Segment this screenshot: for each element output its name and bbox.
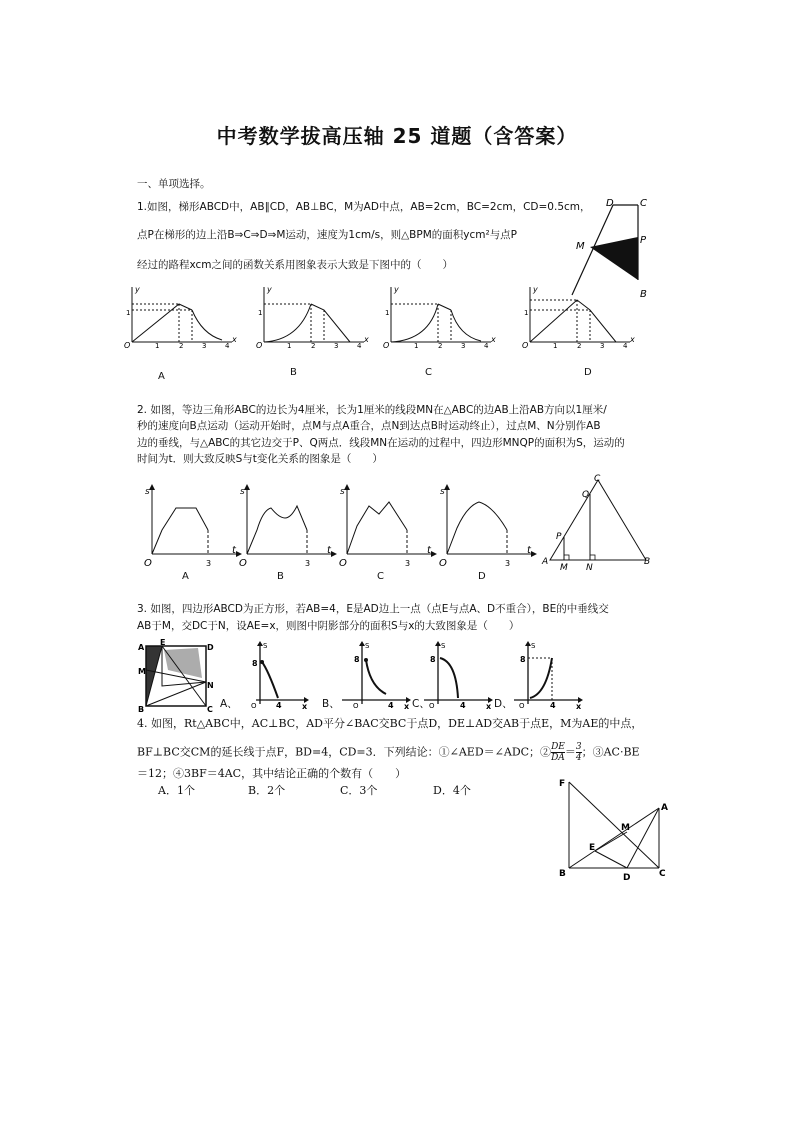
q4-triangle-figure (555, 770, 680, 882)
svg-text:y: y (267, 285, 272, 294)
svg-text:x: x (486, 702, 492, 711)
svg-text:8: 8 (252, 659, 258, 668)
svg-text:O: O (144, 558, 152, 569)
svg-text:N: N (586, 563, 593, 573)
svg-text:O: O (124, 341, 131, 350)
svg-text:t: t (232, 545, 236, 556)
q1-graph-a (122, 284, 237, 349)
svg-text:x: x (364, 335, 369, 344)
svg-text:C: C (594, 474, 601, 484)
svg-text:A: A (542, 557, 549, 567)
q4-fraction-de-da: $\frac{DE}{DA}$ (551, 742, 565, 763)
svg-text:x: x (630, 335, 635, 344)
q2-graph-b (235, 482, 335, 572)
svg-text:O: O (339, 558, 347, 569)
q3-graph-b (338, 640, 410, 710)
q1-option-b: B (290, 367, 297, 378)
svg-text:1: 1 (287, 342, 292, 350)
svg-text:S: S (531, 642, 536, 650)
svg-text:y: y (394, 285, 399, 294)
q2-text-line3: 边的垂线，与△ABC的其它边交于P、Q两点．线段MN在运动的过程中，四边形MNQP的面积为S，运动的 (137, 437, 625, 449)
q4-choice-d: D．4个 (433, 784, 471, 797)
svg-text:4: 4 (388, 701, 394, 710)
svg-text:y: y (135, 285, 140, 294)
svg-text:3: 3 (206, 559, 212, 568)
svg-text:2: 2 (438, 342, 443, 350)
q2-graph-d (435, 482, 535, 572)
q1-option-c: C (425, 367, 432, 378)
q1-text-line3: 经过的路程xcm之间的函数关系用图象表示大致是下图中的（ ） (137, 259, 454, 271)
q3-option-d: D、 (494, 698, 513, 710)
svg-text:D: D (207, 643, 214, 652)
svg-text:1: 1 (414, 342, 419, 350)
q3-text-line1: 3. 如图，四边形ABCD为正方形，若AB=4，E是AD边上一点（点E与点A、D不重合），BE的中垂线交 (137, 603, 609, 615)
q1-option-d: D (584, 367, 592, 378)
q3-graph-c (420, 640, 492, 710)
svg-text:O: O (239, 558, 247, 569)
q2-option-c: C (377, 571, 384, 582)
svg-text:y: y (533, 285, 538, 294)
svg-text:E: E (160, 638, 166, 647)
q4-text-line3: ＝12；④3BF＝4AC，其中结论正确的个数有（ ） (137, 767, 407, 780)
q1-label-p: P (640, 235, 647, 246)
q2-graph-c (335, 482, 435, 572)
svg-text:4: 4 (550, 701, 556, 710)
q1-label-m: M (576, 241, 585, 252)
svg-text:t: t (527, 545, 531, 556)
svg-text:3: 3 (305, 559, 311, 568)
svg-text:3: 3 (202, 342, 207, 350)
svg-text:8: 8 (520, 655, 526, 664)
svg-text:4: 4 (623, 342, 628, 350)
q3-option-b: B、 (322, 698, 340, 710)
svg-text:B: B (559, 869, 566, 879)
svg-text:F: F (559, 779, 566, 789)
q1-label-d: D (606, 198, 614, 209)
svg-text:S: S (441, 642, 446, 650)
svg-text:1: 1 (385, 309, 390, 317)
svg-text:2: 2 (179, 342, 184, 350)
q2-graph-a (140, 482, 240, 572)
svg-text:8: 8 (430, 655, 436, 664)
svg-text:C: C (659, 869, 666, 879)
svg-text:O: O (439, 558, 447, 569)
svg-text:A: A (138, 643, 145, 652)
svg-text:1: 1 (126, 309, 131, 317)
svg-text:s: s (340, 487, 345, 497)
svg-text:1: 1 (524, 309, 529, 317)
q3-graph-d (510, 640, 582, 710)
q1-text-line2: 点P在梯形的边上沿B⇒C⇒D⇒M运动，速度为1cm/s，则△BPM的面积ycm²与点P (137, 229, 518, 241)
svg-text:8: 8 (354, 655, 360, 664)
svg-text:O: O (522, 341, 529, 350)
svg-text:x: x (491, 335, 496, 344)
q3-text-line2: AB于M，交DC于N，设AE=x，则图中阴影部分的面积S与x的大致图象是（ ） (137, 620, 520, 632)
q1-label-c: C (640, 198, 647, 209)
svg-text:4: 4 (484, 342, 489, 350)
q2-triangle-figure (540, 472, 660, 572)
svg-text:C: C (207, 705, 213, 714)
svg-text:O: O (256, 341, 263, 350)
svg-text:M: M (621, 823, 630, 833)
svg-text:2: 2 (311, 342, 316, 350)
svg-text:3: 3 (600, 342, 605, 350)
q4-fraction-3-4: $\frac{3}{4}$ (575, 742, 582, 763)
section-heading: 一、单项选择。 (137, 178, 211, 190)
svg-text:x: x (576, 702, 582, 711)
svg-text:4: 4 (460, 701, 466, 710)
q4-choice-b: B．2个 (248, 784, 286, 797)
q2-option-d: D (478, 571, 486, 582)
q1-graph-d (520, 284, 635, 349)
q3-option-a: A、 (220, 698, 238, 710)
svg-text:3: 3 (461, 342, 466, 350)
svg-text:B: B (644, 557, 651, 567)
svg-text:O: O (353, 702, 359, 710)
q3-option-c: C、 (412, 698, 430, 710)
svg-text:S: S (365, 642, 370, 650)
svg-text:1: 1 (553, 342, 558, 350)
svg-text:M: M (560, 563, 568, 573)
svg-text:P: P (556, 532, 562, 542)
svg-text:t: t (327, 545, 331, 556)
svg-text:s: s (145, 487, 150, 497)
svg-text:3: 3 (334, 342, 339, 350)
svg-text:1: 1 (258, 309, 263, 317)
svg-text:x: x (404, 702, 410, 711)
svg-text:x: x (302, 702, 308, 711)
q2-text-line1: 2. 如图，等边三角形ABC的边长为4厘米，长为1厘米的线段MN在△ABC的边AB上沿AB方向以1厘米/ (137, 404, 607, 416)
q2-text-line2: 秒的速度向B点运动（运动开始时，点M与点A重合，点N到达点B时运动终止），过点M、N分别作AB (137, 420, 601, 432)
page-title: 中考数学拔高压轴 25 道题（含答案） (216, 124, 578, 148)
svg-text:x: x (232, 335, 237, 344)
svg-text:B: B (138, 705, 145, 714)
svg-text:N: N (207, 681, 214, 690)
svg-text:s: s (440, 487, 445, 497)
q4-choice-a: A．1个 (158, 784, 195, 797)
q1-graph-b (254, 284, 369, 349)
svg-text:E: E (589, 843, 596, 853)
svg-text:O: O (251, 702, 257, 710)
svg-text:A: A (661, 803, 668, 813)
svg-text:M: M (138, 667, 146, 676)
q2-option-b: B (277, 571, 284, 582)
svg-text:4: 4 (276, 701, 282, 710)
svg-text:s: s (240, 487, 245, 497)
svg-text:4: 4 (357, 342, 362, 350)
q1-graph-c (381, 284, 496, 349)
svg-text:D: D (623, 873, 631, 883)
q1-text-line1: 1.如图，梯形ABCD中，AB∥CD，AB⊥BC，M为AD中点，AB=2cm，BC=2cm，CD=0.5cm， (137, 201, 591, 213)
q4-text-line1: 4. 如图，Rt△ABC中，AC⊥BC，AD平分∠BAC交BC于点D，DE⊥AD交AB于点E，M为AE的中点， (137, 717, 643, 730)
svg-text:3: 3 (405, 559, 411, 568)
svg-text:Q: Q (582, 490, 590, 500)
svg-text:1: 1 (155, 342, 160, 350)
q4-text-line2: BF⊥BC交CM的延长线于点F，BD=4，CD=3．下列结论：①∠AED＝∠ADC；② $\frac{DE}{DA}$ ＝ $\frac{3}{4}$ ；③AC·BE (137, 742, 640, 763)
svg-text:3: 3 (505, 559, 511, 568)
q2-text-line4: 时间为t．则大致反映S与t变化关系的图象是（ ） (137, 453, 383, 465)
svg-text:t: t (427, 545, 431, 556)
svg-text:O: O (429, 702, 435, 710)
svg-text:4: 4 (225, 342, 230, 350)
q1-option-a: A (158, 371, 165, 382)
svg-text:S: S (263, 642, 268, 650)
q1-label-b: B (640, 289, 647, 300)
q4-choice-c: C．3个 (340, 784, 378, 797)
q2-option-a: A (182, 571, 189, 582)
q3-graph-a (236, 640, 308, 710)
svg-text:O: O (383, 341, 390, 350)
svg-text:O: O (519, 702, 525, 710)
svg-text:2: 2 (577, 342, 582, 350)
q3-square-figure (138, 640, 216, 712)
